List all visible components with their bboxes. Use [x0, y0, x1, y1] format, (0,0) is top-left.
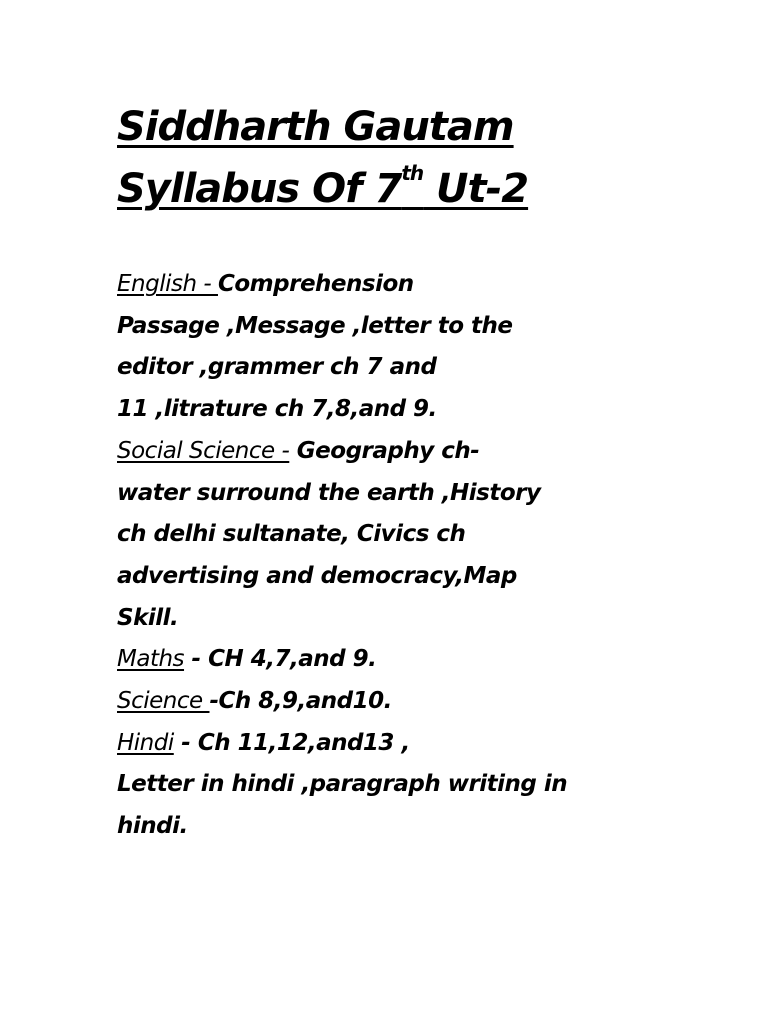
english-label: English -: [117, 271, 218, 297]
title-syllabus-suffix: Ut-2: [423, 166, 529, 212]
social-science-line-4: advertising and democracy,Map: [117, 562, 517, 589]
hindi-label: Hindi: [117, 729, 174, 756]
maths-text: - CH 4,7,and 9.: [184, 646, 377, 673]
hindi-line-1: [117, 723, 717, 765]
maths-line: [117, 639, 717, 681]
science-text: -Ch 8,9,and10.: [209, 688, 392, 715]
social-science-line-2: water surround the earth ,History: [117, 479, 541, 506]
title-line-name: Siddharth Gautam: [117, 104, 514, 150]
title-line-syllabus: [117, 158, 717, 220]
social-science-text-1: Geography ch-: [289, 437, 480, 464]
hindi-text-1: - Ch 11,12,and13 ,: [173, 729, 410, 756]
syllabus-body: [117, 264, 717, 848]
english-line-2: Passage ,Message ,letter to the: [117, 312, 513, 339]
social-science-label: Social Science -: [117, 437, 290, 464]
title-syllabus-prefix: Syllabus Of 7: [117, 166, 402, 212]
social-science-line-3: ch delhi sultanate, Civics ch: [117, 521, 466, 548]
english-text-1: Comprehension: [217, 271, 414, 297]
english-line-1: [117, 264, 717, 306]
maths-label: Maths: [117, 646, 185, 673]
english-line-4: 11 ,litrature ch 7,8,and 9.: [117, 396, 437, 423]
science-line: [117, 681, 717, 723]
social-science-line-1: [117, 431, 717, 473]
science-label: Science: [117, 688, 210, 715]
title-ordinal-suffix: th: [401, 161, 424, 185]
hindi-line-2: Letter in hindi ,paragraph writing in: [117, 771, 568, 798]
document-page: [117, 96, 717, 848]
hindi-line-3: hindi.: [117, 813, 188, 840]
social-science-line-5: Skill.: [117, 604, 179, 631]
english-line-3: editor ,grammer ch 7 and: [117, 354, 437, 381]
document-title: [117, 96, 717, 220]
